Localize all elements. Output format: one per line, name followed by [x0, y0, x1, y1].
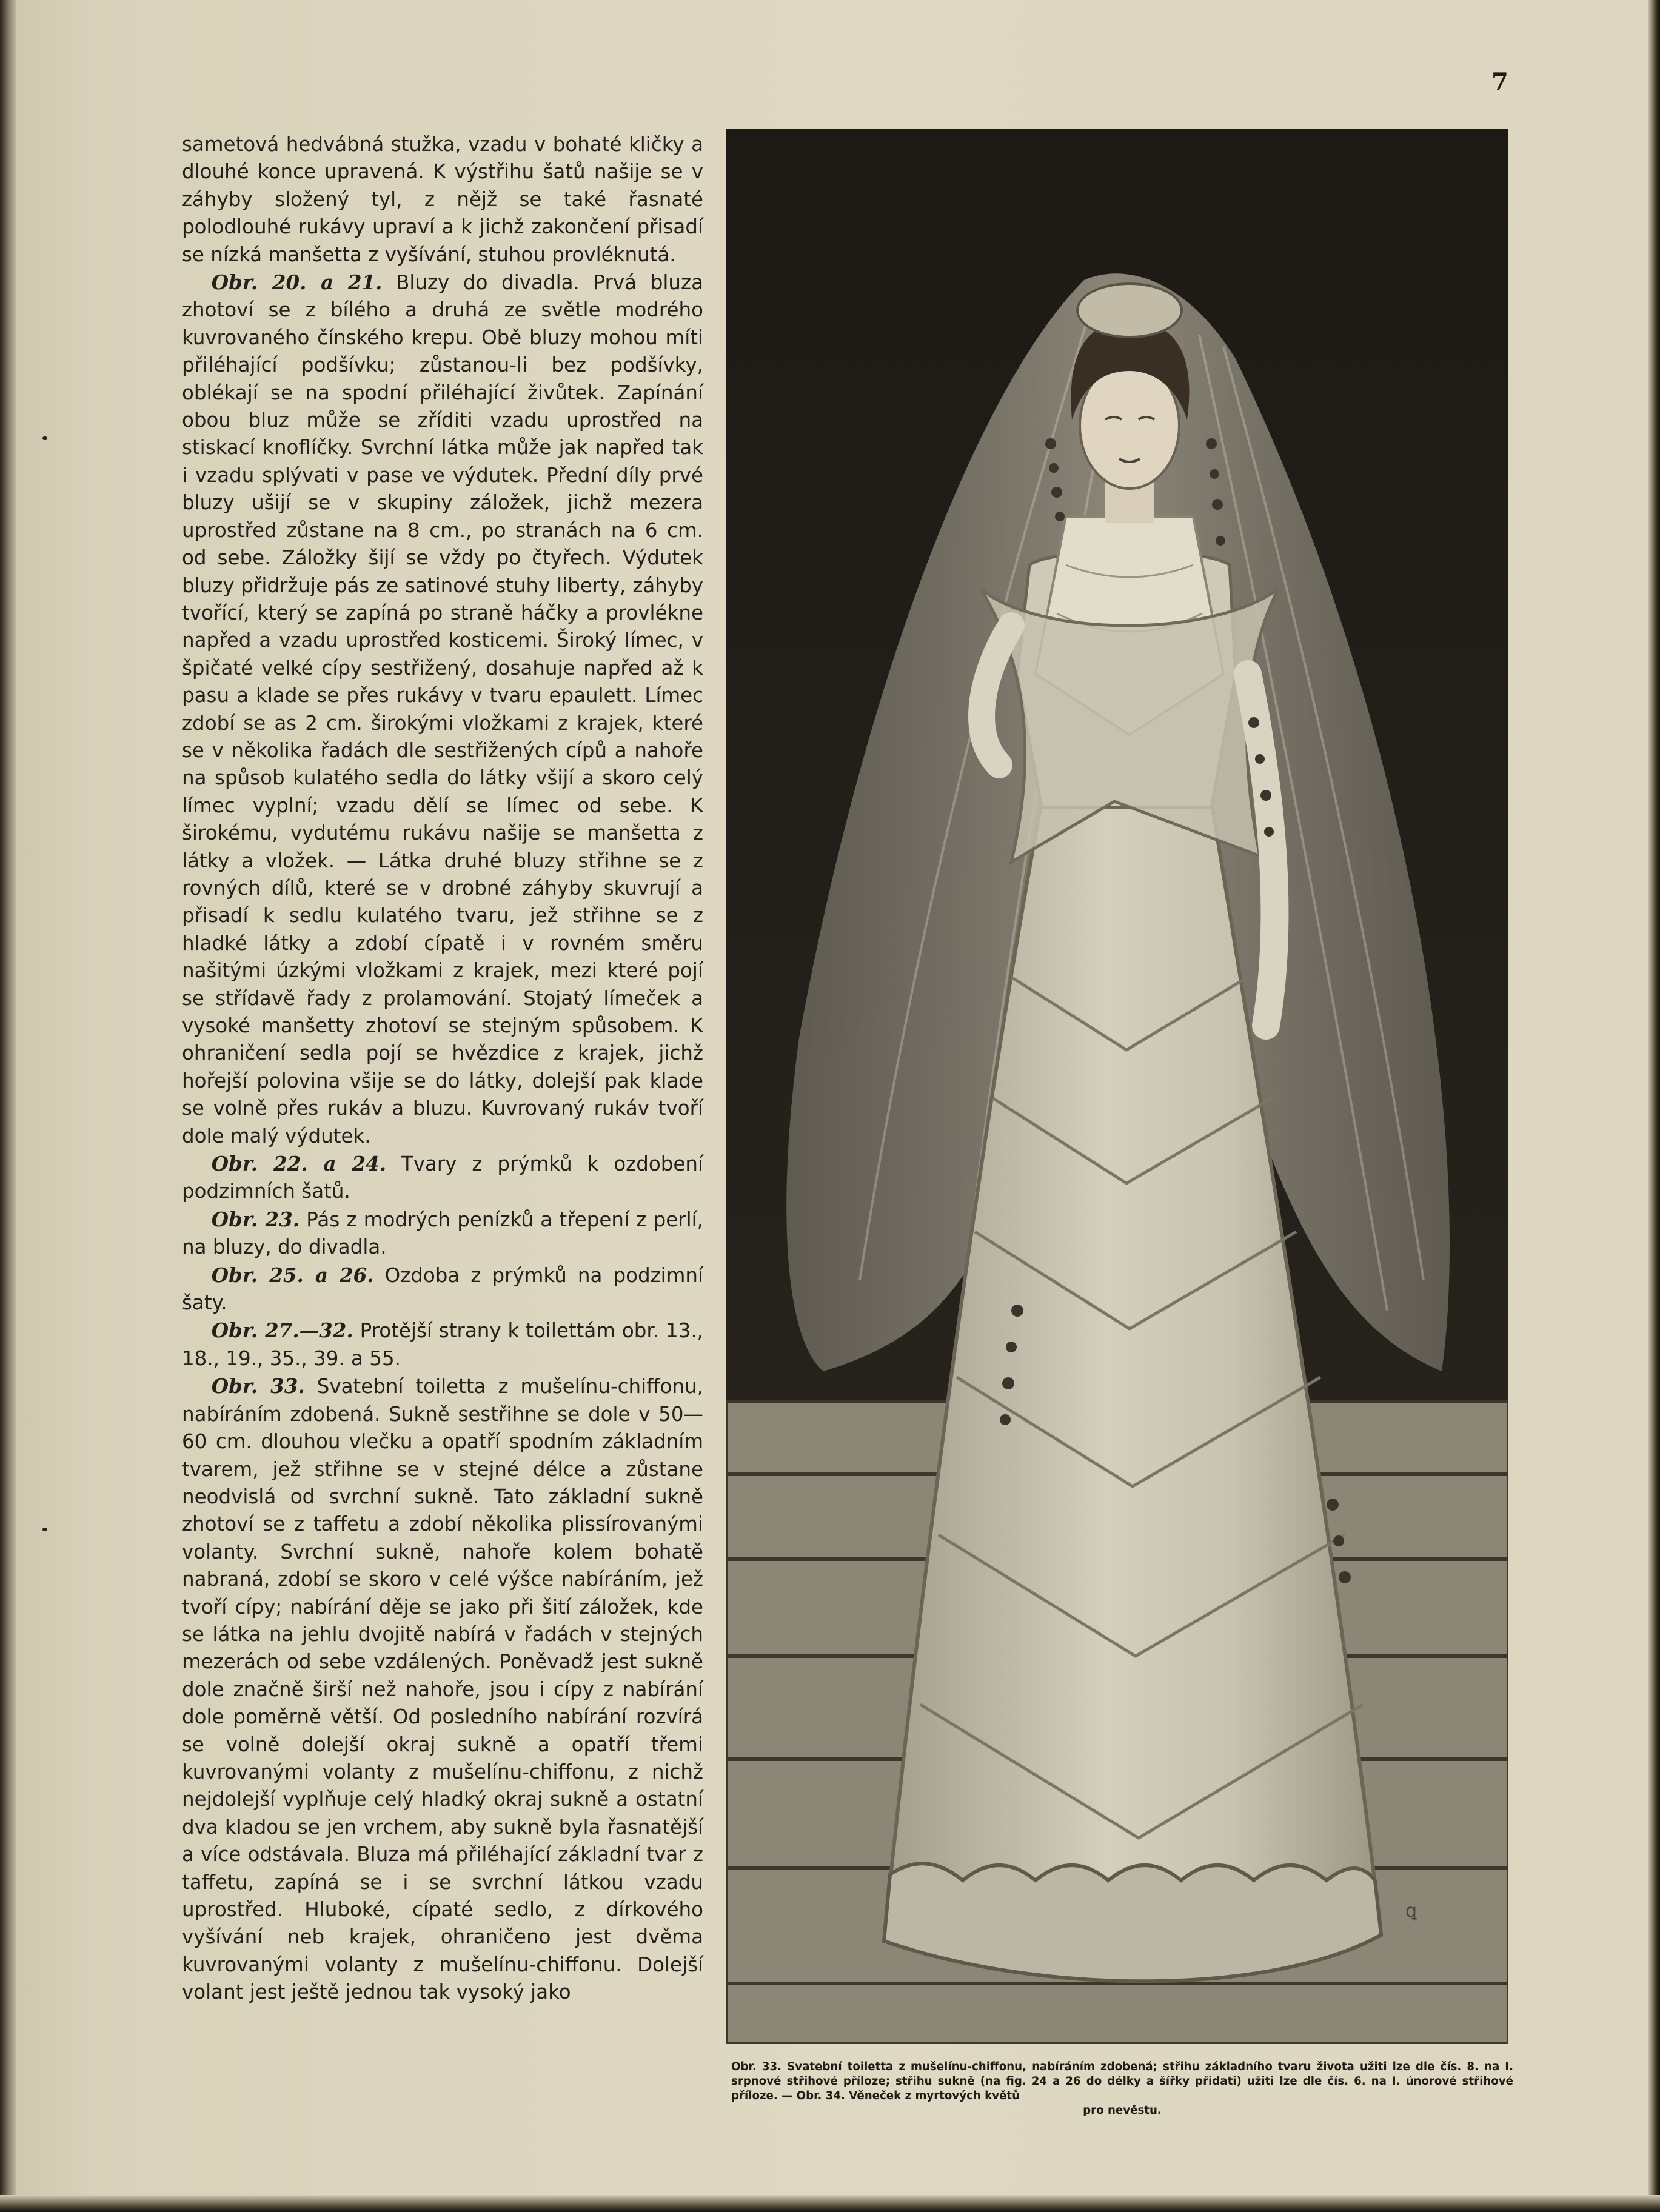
figure-caption	[731, 2060, 1513, 2118]
caption-main: Obr. 33. Svatební toiletta z mušelínu-chiffonu, nabíráním zdobená; střihu základního tvaru života užiti lze dle čís. 8. na I. srpnové střihové příloze; střihu sukně (na fig. 24 a 26 do délky a šířky přidati) užiti lze dle čís. 6. na I. únorové střihové příloze. — Obr. 34. Věneček z myrtových květů	[731, 2060, 1513, 2102]
hem-flounces	[884, 1863, 1381, 1981]
page-number: 7	[1491, 68, 1508, 96]
paragraph-obr-23: Obr. 23. Pás z modrých penízků a třepení z perlí, na bluzy, do divadla.	[182, 1207, 703, 1259]
margin-mark	[42, 1528, 47, 1531]
figure-ref: Obr. 23.	[211, 1207, 300, 1231]
figure-ref: Obr. 25. a 26.	[211, 1263, 374, 1287]
paragraph-obr-20-21: Obr. 20. a 21. Bluzy do divadla. Prvá bluza zhotoví se z bílého a druhá ze světle modrého kuvrovaného čínského krepu. Obě bluzy mohou míti přiléhající podšívku; zůstanou-li bez podšívky, oblékají se na spodní přiléhající živůtek. Zapínání obou bluz může se zříditi vzadu uprostřed na stiskací knoflíčky. Svrchní látka může jak napřed tak i vzadu splývati v pase ve výdutek. Přední díly prvé bluzy ušijí se v skupiny záložek, jichž mezera uprostřed zůstane na 8 cm., po stranách na 6 cm. od sebe. Záložky šijí se vždy po čtyřech. Výdutek bluzy přidržuje pás ze satinové stuhy liberty, záhyby tvořící, který se zapíná po straně háčky a provlékne napřed a vzadu uprostřed kosticemi. Široký límec, v špičaté velké cípy sestřižený, dosahuje napřed až k pasu a klade se přes rukávy v tvaru epaulett. Límec zdobí se as 2 cm. širokými vložkami z krajek, které se v několika řadách dle sestřižených cípů a nahoře na spůsob kulatého sedla do látky všijí a skoro celý límec vyplní; vzadu dělí se límec od sebe. K širokému, vydutému rukávu našije se manšetta z látky a vložek. — Látka druhé bluzy střihne se z rovných dílů, které se v drobné záhyby skuvrují a přisadí k sedlu kulatého tvaru, jež střihne se z hladké látky a zdobí cípatě i v rovném směru našitými úzkými vložkami z krajek, mezi které pojí se střídavě řady z prolamování. Stojatý límeček a vysoké manšetty zhotoví se stejným spůsobem. K ohraničení sedla pojí se hvězdice z krajek, jichž hořejší polovina všije se do látky, dolejší pak klade se volně přes rukáv a bluzu. Kuvrovaný rukáv tvoří dole malý výdutek.	[182, 270, 703, 1148]
paragraph-intro: sametová hedvábná stužka, vzadu v bohaté kličky a dlouhé konce upravená. K výstřihu šatů našije se v záhyby složený tyl, z nějž se také řasnaté polodlouhé rukávy upraví a k jichž zakončení přisadí se nízká manšetta z vyšívání, stuhou provléknutá.	[182, 133, 703, 266]
artist-monogram: ꝗ	[1405, 1900, 1417, 1922]
margin-mark	[42, 436, 47, 440]
figure-ref: Obr. 33.	[211, 1374, 305, 1398]
article-text-column	[182, 131, 703, 2180]
book-binding-edge	[0, 0, 16, 2212]
page-bottom-edge	[0, 2195, 1660, 2212]
figure-ref: Obr. 22. a 24.	[211, 1152, 387, 1176]
figure-ref: Obr. 27.—32.	[211, 1318, 353, 1343]
paragraph-obr-33: Obr. 33. Svatební toiletta z mušelínu-chiffonu, nabíráním zdobená. Sukně sestřihne se dole v 50—60 cm. dlouhou vlečku a opatří spodním základním tvarem, jež střihne se v stejné délce a zůstane neodvislá od svrchní sukně. Tato základní sukně zhotoví se z taffetu a zdobí několika plissírovanými volanty. Svrchní sukně, nahoře kolem bohatě nabraná, zdobí se skoro v celé výšce nabíráním, jež tvoří cípy; nabírání děje se jako při šití záložek, kde se látka na jehlu dvojitě nabírá v řadách v stejných mezerách od sebe vzdálených. Poněvadž jest sukně dole značně širší než nahoře, jsou i cípy z nabírání dole poměrně větší. Od posledního nabírání rozvírá se volně dolejší okraj sukně a opatří třemi kuvrovanými volanty z mušelínu-chiffonu, z nichž nejdolejší vyplňuje celý hladký okraj sukně a ostatní dva kladou se jen vrchem, aby sukně byla řasnatější a více odstávala. Bluza má přiléhající základní tvar z taffetu, zapíná se i se svrchní látkou vzadu uprostřed. Hluboké, cípaté sedlo, z dírkového vyšívání neb krajek, ohraničeno jest dvěma kuvrovanými volanty z mušelínu-chiffonu. Dolejší volant jest ještě jednou tak vysoký jako	[182, 1374, 703, 2004]
myrtle-wreath	[1077, 284, 1182, 337]
paragraph-obr-27-32: Obr. 27.—32. Protější strany k toilettám obr. 13., 18., 19., 35., 39. a 55.	[182, 1318, 704, 1370]
paragraph-obr-22-24: Obr. 22. a 24. Tvary z prýmků k ozdobení podzimních šatů.	[182, 1152, 703, 1203]
wedding-dress-illustration	[726, 129, 1508, 2044]
figure-ref: Obr. 20. a 21.	[211, 270, 383, 295]
caption-last-line: pro nevěstu.	[1083, 2104, 1162, 2117]
page-right-edge	[1648, 0, 1660, 2212]
paragraph-obr-25-26: Obr. 25. a 26. Ozdoba z prýmků na podzimní šaty.	[182, 1263, 703, 1315]
